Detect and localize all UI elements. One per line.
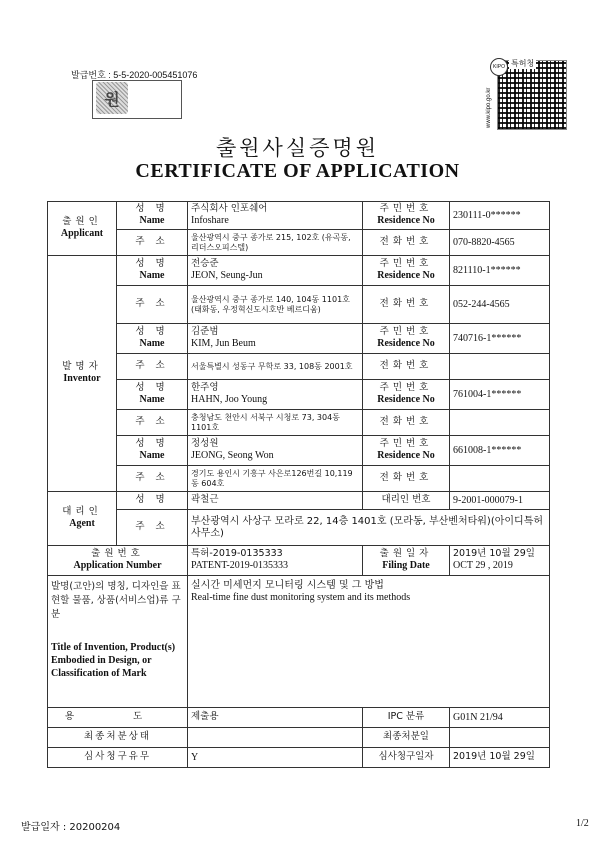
applicant-label: 출원인 Applicant (48, 202, 117, 256)
seal-stamp (96, 82, 128, 114)
address-label: 주 소 (117, 230, 188, 256)
inventor-phone (450, 354, 550, 380)
inventor-residence-no: 740716-1****** (450, 324, 550, 354)
agent-name: 곽철근 (188, 492, 363, 510)
agent-address: 부산광역시 사상구 모라로 22, 14층 1401호 (모라동, 부산벤처타워)(아이디특허사무소) (188, 510, 550, 546)
kipo-logo-icon: KIPO (490, 58, 508, 76)
stamp-char: 원 (104, 89, 120, 109)
applicant-name-row (48, 202, 550, 230)
inventor-1-name-row (48, 256, 550, 286)
inventor-residence-no: 761004-1****** (450, 380, 550, 410)
kipo-label: 특허청 (511, 59, 535, 68)
certificate-table (47, 201, 550, 768)
ipc-label: IPC 분류 (363, 708, 450, 728)
inventor-phone (450, 466, 550, 492)
name-label: 성 명 (117, 492, 188, 510)
inventor-name: 전승준 JEON, Seung-Jun (188, 256, 363, 286)
agent-name-row (48, 492, 550, 510)
residence-label: 주민번호 Residence No (363, 324, 450, 354)
final-status-label: 최종처분상태 (48, 728, 188, 748)
phone-label: 전화번호 (363, 230, 450, 256)
residence-label: 주민번호 Residence No (363, 202, 450, 230)
inventor-label: 발명자 Inventor (48, 256, 117, 492)
inventor-address: 울산광역시 중구 종가로 140, 104동 1101호 (태화동, 우정혁신도시호반 베르디움) (188, 286, 363, 324)
applicant-address: 울산광역시 중구 종가로 215, 102호 (유곡동, 리더스오피스텔) (188, 230, 363, 256)
usage-value: 제출용 (188, 708, 363, 728)
exam-request-label: 심사청구유무 (48, 748, 188, 768)
name-label: 성 명 Name (117, 256, 188, 286)
inventor-address: 서울특별시 성동구 무학로 33, 108동 2001호 (188, 354, 363, 380)
title-label: 발명(고안)의 명칭, 디자인을 표현할 물품, 상품(서비스업)류 구분 Title of Invention, Product(s) Embodied in Design, or Classification of Mark (48, 576, 188, 708)
filing-label: 출원일자 Filing Date (363, 546, 450, 576)
inventor-phone: 052-244-4565 (450, 286, 550, 324)
address-label: 주 소 (117, 466, 188, 492)
inventor-address: 충청남도 천안시 서북구 시청로 73, 304동 1101호 (188, 410, 363, 436)
usage-label: 용 도 (48, 708, 188, 728)
qr-code-icon (497, 60, 567, 130)
inventor-residence-no: 661008-1****** (450, 436, 550, 466)
inventor-1-address-row (48, 286, 550, 324)
name-label: 성 명 Name (117, 202, 188, 230)
exam-date-value: 2019년 10월 29일 (450, 748, 550, 768)
inventor-address: 경기도 용인시 기흥구 사은로126번길 10,119동 604호 (188, 466, 363, 492)
phone-label: 전화번호 (363, 354, 450, 380)
kipo-url: www.kipo.go.kr (486, 87, 492, 128)
name-label: 성 명 Name (117, 436, 188, 466)
final-date-value (450, 728, 550, 748)
ipc-value: G01N 21/94 (450, 708, 550, 728)
inventor-3-address-row (48, 410, 550, 436)
issue-date: 발급일자 : 20200204 (21, 822, 121, 833)
page-title-ko: 출원사실증명원 (215, 136, 379, 160)
exam-request-row (48, 748, 550, 768)
inventor-name: 정성원 JEONG, Seong Won (188, 436, 363, 466)
application-number-row (48, 546, 550, 576)
address-label: 주 소 (117, 286, 188, 324)
phone-label: 전화번호 (363, 466, 450, 492)
page-number: 1/2 (576, 818, 589, 829)
final-status-row (48, 728, 550, 748)
app-no-label: 출원번호 Application Number (48, 546, 188, 576)
applicant-residence-no: 230111-0****** (450, 202, 550, 230)
inventor-2-name-row (48, 324, 550, 354)
agent-no: 9-2001-000079-1 (450, 492, 550, 510)
name-label: 성 명 Name (117, 380, 188, 410)
agent-label: 대리인 Agent (48, 492, 117, 546)
exam-date-label: 심사청구일자 (363, 748, 450, 768)
inventor-name: 김준범 KIM, Jun Beum (188, 324, 363, 354)
inventor-4-address-row (48, 466, 550, 492)
residence-label: 주민번호 Residence No (363, 436, 450, 466)
inventor-2-address-row (48, 354, 550, 380)
inventor-name: 한주영 HAHN, Joo Young (188, 380, 363, 410)
phone-label: 전화번호 (363, 286, 450, 324)
application-number: 특허-2019-0135333 PATENT-2019-0135333 (188, 546, 363, 576)
usage-row (48, 708, 550, 728)
address-label: 주 소 (117, 354, 188, 380)
inventor-residence-no: 821110-1****** (450, 256, 550, 286)
residence-label: 주민번호 Residence No (363, 380, 450, 410)
issue-number: 발급번호 : 5-5-2020-005451076 (71, 70, 198, 80)
phone-label: 전화번호 (363, 410, 450, 436)
applicant-phone: 070-8820-4565 (450, 230, 550, 256)
final-status-value (188, 728, 363, 748)
residence-label: 주민번호 Residence No (363, 256, 450, 286)
filing-date: 2019년 10월 29일 OCT 29 , 2019 (450, 546, 550, 576)
final-date-label: 최종처분일 (363, 728, 450, 748)
invention-title: 실시간 미세먼지 모니터링 시스템 및 그 방법 Real-time fine dust monitoring system and its methods (188, 576, 550, 708)
name-label: 성 명 Name (117, 324, 188, 354)
applicant-address-row (48, 230, 550, 256)
inventor-4-name-row (48, 436, 550, 466)
applicant-name: 주식회사 인포쉐어 Infoshare (188, 202, 363, 230)
agent-no-label: 대리인 번호 (363, 492, 450, 510)
exam-request-value: Y (188, 748, 363, 768)
page-title-en: CERTIFICATE OF APPLICATION (135, 160, 460, 182)
title-row (48, 576, 550, 708)
address-label: 주 소 (117, 410, 188, 436)
address-label: 주 소 (117, 510, 188, 546)
agent-address-row (48, 510, 550, 546)
inventor-phone (450, 410, 550, 436)
inventor-3-name-row (48, 380, 550, 410)
